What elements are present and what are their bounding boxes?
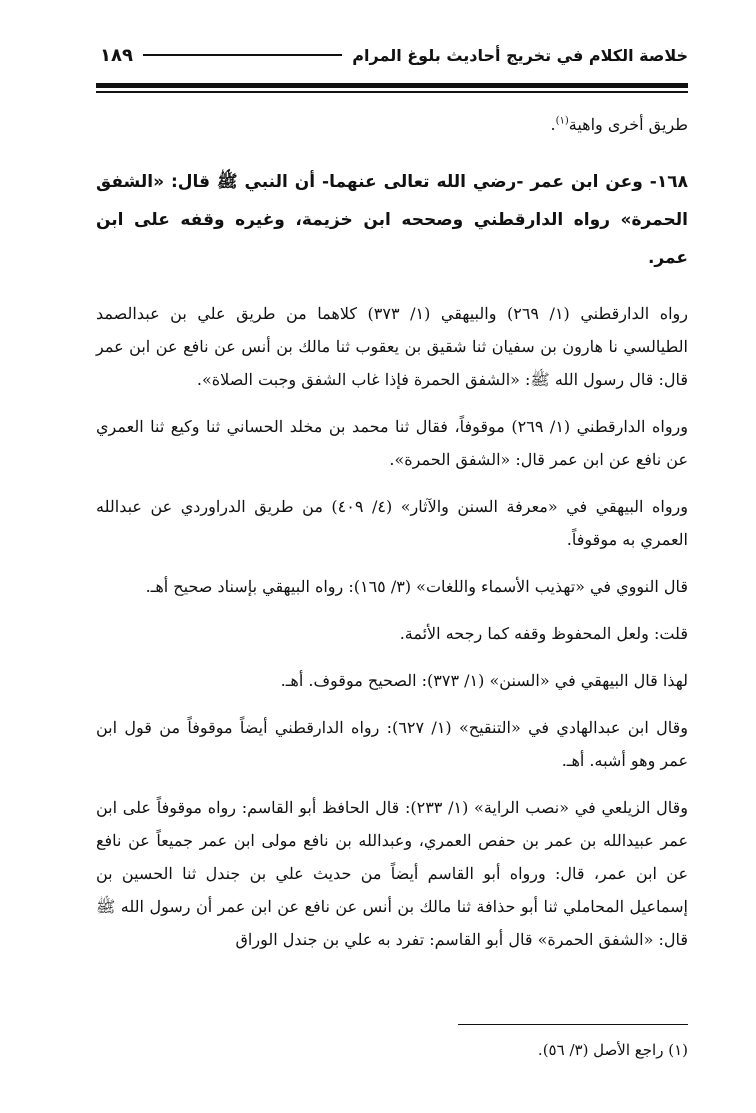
paragraph-text: طريق أخرى واهية [568,115,688,134]
paragraph-nawawi: قال النووي في «تهذيب الأسماء واللغات» (٣/ ١٦٥): رواه البيهقي بإسناد صحيح أهـ. [145,577,688,596]
header-divider-thin [96,91,688,93]
paragraph-conclusion: قلت: ولعل المحفوظ وقفه كما رجحه الأئمة. [399,624,688,643]
book-title: خلاصة الكلام في تخريج أحاديث بلوغ المرام [352,45,688,65]
paragraph-sunan: لهذا قال البيهقي في «السنن» (١/ ٣٧٣): الصحيح موقوف. أهـ. [280,671,688,690]
page-number: ١٨٩ [100,44,133,66]
footnote-divider [458,1024,688,1025]
paragraph-bayhaqi: ورواه البيهقي في «معرفة السنن والآثار» (٤/ ٤٠٩) من طريق الدراوردي عن عبدالله العمري به موقوفاً. [96,497,689,549]
header-rule [143,54,342,56]
paragraph-takhrij: رواه الدارقطني (١/ ٢٦٩) والبيهقي (١/ ٣٧٣) كلاهما من طريق علي بن عبدالصمد الطيالسي نا هارون بن سفيان ثنا شقيق بن يعقوب ثنا مالك بن أنس عن نافع عن ابن عمر قال: قال رسول الله ﷺ: «الشفق الحمرة فإذا غاب الشفق وجبت الصلاة». [96,304,688,389]
paragraph-continuation [96,108,688,141]
footnote-marker: (١) [668,1041,688,1059]
running-header [100,38,688,72]
header-divider-thick [96,83,688,88]
hadith-text: ١٦٨- وعن ابن عمر -رضي الله تعالى عنهما- أن النبي ﷺ قال: «الشفق الحمرة» رواه الدارقطني وصححه ابن خزيمة، وغيره وقفه على ابن عمر. [96,172,688,268]
footnote [96,1036,688,1064]
footnote-text: راجع الأصل (٣/ ٥٦). [537,1041,664,1059]
paragraph-tanqih: وقال ابن عبدالهادي في «التنقيح» (١/ ٦٢٧): رواه الدارقطني أيضاً موقوفاً من قول ابن عمر وهو أشبه. أهـ. [96,718,689,770]
footnote-reference: (١) [555,115,569,127]
paragraph-zaylai: وقال الزيلعي في «نصب الراية» (١/ ٢٣٣): قال الحافظ أبو القاسم: رواه موقوفاً على ابن عمر عبيدالله بن عمر بن حفص العمري، وعبدالله بن نافع مولى ابن عمر جميعاً عن نافع عن ابن عمر، قال: ورواه أبو القاسم أيضاً من حديث علي بن جندل ثنا الحسين بن إسماعيل المحاملي ثنا أبو حذافة ثنا مالك بن أنس عن نافع عن ابن عمر أن رسول الله ﷺ قال: «الشفق الحمرة» قال أبو القاسم: تفرد به علي بن جندل الوراق [96,798,688,949]
paragraph-punctuation: . [550,115,556,134]
page-body [96,108,688,970]
paragraph-mawquf: ورواه الدارقطني (١/ ٢٦٩) موقوفاً، فقال ثنا محمد بن مخلد الحساني ثنا وكيع ثنا العمري عن نافع عن ابن عمر قال: «الشفق الحمرة». [96,417,689,469]
